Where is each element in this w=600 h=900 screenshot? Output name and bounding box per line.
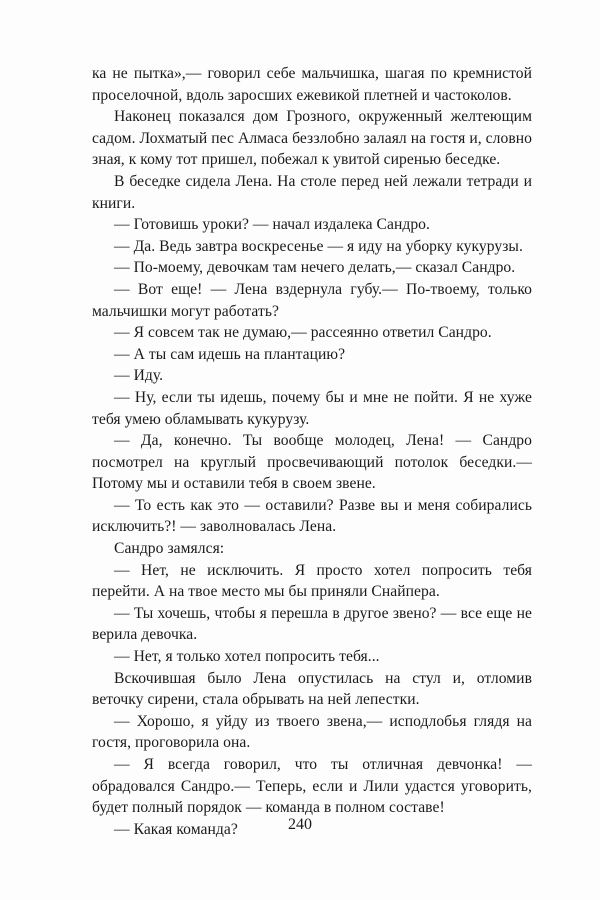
paragraph: — Вот еще! — Лена вздернула губу.— По-твоему, только мальчишки могут работать? <box>92 280 532 320</box>
paragraph: — Да, конечно. Ты вообще молодец, Лена! — Сандро посмотрел на круглый просвечивающий потолок беседки.— Потому мы и оставили тебя в своем звене. <box>92 432 532 493</box>
paragraph: — По-моему, девочкам там нечего делать,— сказал Сандро. <box>114 259 516 277</box>
paragraph: — Какая команда? <box>114 820 238 838</box>
paragraph: — Ну, если ты идешь, почему бы и мне не пойти. Я не хуже тебя умею обламывать кукурузу. <box>92 388 532 428</box>
paragraph: — Да. Ведь завтра воскресенье — я иду на уборку кукурузы. <box>114 237 523 255</box>
paragraph: — Ты хочешь, чтобы я перешла в другое звено? — все еще не верила девочка. <box>92 604 532 644</box>
paragraph: — Готовишь уроки? — начал издалека Сандро. <box>114 216 430 234</box>
paragraph: — А ты сам идешь на плантацию? <box>114 345 346 363</box>
paragraph: — Иду. <box>114 367 164 385</box>
paragraph: — То есть как это — оставили? Разве вы и меня собирались исключить?! — заволновалась Лена. <box>92 496 532 536</box>
paragraph: — Нет, я только хотел попросить тебя... <box>114 648 380 666</box>
paragraph: В беседке сидела Лена. На столе перед ней лежали тетради и книги. <box>92 172 532 212</box>
page-body-text <box>92 63 532 840</box>
paragraph: Вскочившая было Лена опустилась на стул и, отломив веточку сирени, стала обрывать на ней лепестки. <box>92 669 532 709</box>
paragraph: ка не пытка»,— говорил себе мальчишка, шагая по кремнистой проселочной, вдоль заросших ежевикой плетней и частоколов. <box>92 65 532 104</box>
paragraph: Сандро замялся: <box>114 540 225 558</box>
paragraph: — Хорошо, я уйду из твоего звена,— исподлобья глядя на гостя, проговорила она. <box>92 712 532 752</box>
paragraph: — Я совсем так не думаю,— рассеянно ответил Сандро. <box>114 324 492 342</box>
paragraph: — Я всегда говорил, что ты отличная девчонка! — обрадовался Сандро.— Теперь, если и Лили удастся уговорить, будет полный порядок — команда в полном составе! <box>92 756 532 817</box>
page-number: 240 <box>288 816 312 833</box>
paragraph: Наконец показался дом Грозного, окруженный желтеющим садом. Лохматый пес Алмаса беззлобно залаял на гостя и, словно зная, к кому тот пришел, побежал к увитой сиренью беседке. <box>92 108 532 169</box>
paragraph: — Нет, не исключить. Я просто хотел попросить тебя перейти. А на твое место мы бы приняли Снайпера. <box>92 561 532 601</box>
